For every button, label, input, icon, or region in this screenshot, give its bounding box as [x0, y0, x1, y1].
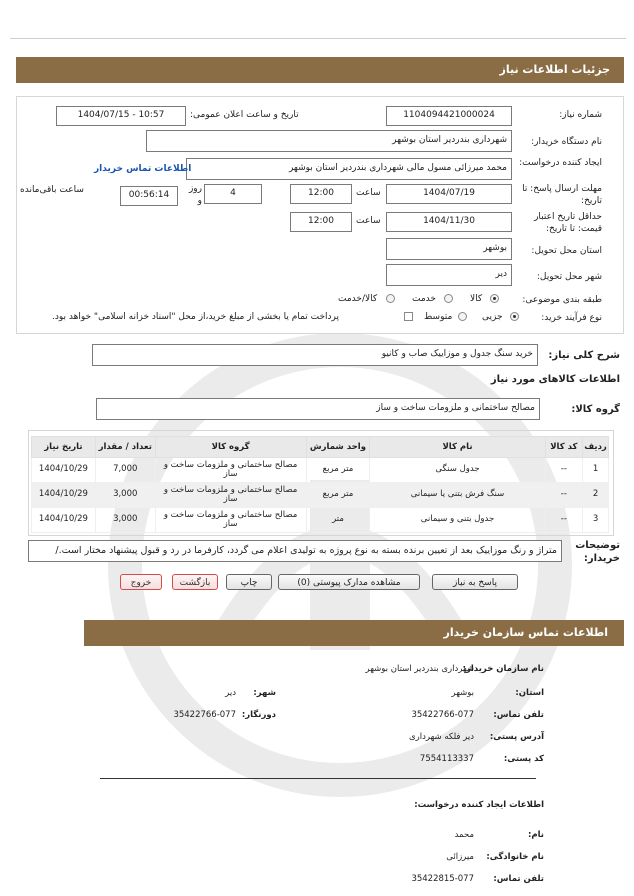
- validity-time-label: ساعت: [356, 216, 381, 226]
- exit-button[interactable]: خروج: [120, 574, 162, 590]
- summary-label: شرح کلی نیاز:: [548, 350, 620, 361]
- category-radio-both[interactable]: [386, 294, 395, 303]
- cell-date: 1404/10/29: [32, 508, 96, 533]
- col-row: ردیف: [583, 437, 609, 458]
- first-name-label: نام:: [527, 830, 544, 840]
- category-label: طبقه بندی موضوعی:: [522, 295, 602, 305]
- process-option-medium: متوسط: [424, 312, 453, 322]
- category-option-service: خدمت: [412, 294, 436, 304]
- fax-label: دورنگار:: [241, 710, 276, 720]
- city-field: دیر: [386, 264, 512, 286]
- buyer-notes-field: متراژ و رنگ موزاییک بعد از تعیین برنده بسته به نوع پروژه به تولیدی اعلام می گردد، کارفرما در رد و قبول پیشنهاد مختار است./: [28, 540, 562, 562]
- creator-phone-label: تلفن تماس:: [493, 874, 544, 884]
- col-date: تاریخ نیاز: [32, 437, 96, 458]
- days-field: 4: [204, 184, 262, 204]
- remaining-label: ساعت باقی‌مانده: [20, 185, 84, 195]
- summary-field: خرید سنگ جدول و موزاییک صاب و کانیو: [92, 344, 538, 366]
- address-value: دیر فلکه شهرداری: [408, 732, 474, 742]
- postal-value: 7554113337: [419, 754, 474, 764]
- cell-group: مصالح ساختمانی و ملزومات ساخت و ساز: [155, 508, 306, 533]
- page-header: [16, 57, 624, 83]
- contact-divider: [100, 778, 536, 779]
- deadline-label: مهلت ارسال پاسخ: تا تاریخ:: [522, 184, 602, 206]
- validity-time-field: 12:00: [290, 212, 352, 232]
- deadline-date-field: 1404/07/19: [386, 184, 512, 204]
- postal-label: کد پستی:: [503, 754, 544, 764]
- cell-group: مصالح ساختمانی و ملزومات ساخت و ساز: [155, 458, 306, 483]
- last-name-label: نام خانوادگی:: [486, 852, 544, 862]
- cell-code: --: [545, 508, 582, 533]
- col-group: گروه کالا: [155, 437, 306, 458]
- address-label: آدرس پستی:: [489, 732, 544, 742]
- top-divider: [10, 38, 626, 39]
- cell-qty: 3,000: [95, 508, 155, 533]
- category-option-both: کالا/خدمت: [338, 294, 378, 304]
- city-label: شهر محل تحویل:: [536, 272, 602, 282]
- buyer-org-field: شهرداری بندردیر استان بوشهر: [146, 130, 512, 152]
- back-button[interactable]: بازگشت: [172, 574, 218, 590]
- page-title: جزئیات اطلاعات نیاز: [499, 63, 610, 76]
- cell-code: --: [545, 483, 582, 508]
- cell-qty: 3,000: [95, 483, 155, 508]
- remaining-field: 00:56:14: [120, 186, 178, 206]
- first-name-value: محمد: [454, 830, 474, 840]
- table-row: [32, 508, 609, 533]
- announce-field: 1404/07/15 - 10:57: [56, 106, 186, 126]
- contact-city-label: شهر:: [253, 688, 276, 698]
- cell-unit: متر: [306, 508, 370, 533]
- cell-qty: 7,000: [95, 458, 155, 483]
- announce-label: تاریخ و ساعت اعلان عمومی:: [190, 110, 299, 120]
- contact-province-value: بوشهر: [451, 688, 474, 698]
- col-unit: واحد شمارش: [306, 437, 370, 458]
- cell-row: 3: [583, 508, 609, 533]
- creator-label: ایجاد کننده درخواست:: [519, 158, 602, 168]
- org-label: نام سازمان خریدار:: [462, 664, 544, 674]
- contact-city-value: دیر: [225, 688, 236, 698]
- process-radio-medium[interactable]: [458, 312, 467, 321]
- goods-group-label: گروه کالا:: [571, 404, 620, 415]
- treasury-note: پرداخت تمام یا بخشی از مبلغ خرید،از محل "اسناد خزانه اسلامی" خواهد بود.: [52, 312, 340, 322]
- days-label: روز و: [188, 184, 202, 206]
- print-button[interactable]: چاپ: [226, 574, 272, 590]
- deadline-time-label: ساعت: [356, 188, 381, 198]
- table-row: [32, 483, 609, 508]
- col-qty: تعداد / مقدار: [95, 437, 155, 458]
- cell-date: 1404/10/29: [32, 458, 96, 483]
- cell-unit: متر مربع: [306, 458, 370, 483]
- col-name: نام کالا: [370, 437, 545, 458]
- cell-row: 1: [583, 458, 609, 483]
- validity-date-field: 1404/11/30: [386, 212, 512, 232]
- creator-field: محمد میرزائی مسول مالی شهرداری بندردیر استان بوشهر: [186, 158, 512, 180]
- table-row: [32, 458, 609, 483]
- cell-row: 2: [583, 483, 609, 508]
- process-option-minor: جزیی: [482, 312, 503, 322]
- phone-value: 35422766-077: [411, 710, 474, 720]
- attachments-button[interactable]: مشاهده مدارک پیوستی (0): [278, 574, 420, 590]
- goods-section-title: اطلاعات کالاهای مورد نیاز: [490, 374, 620, 385]
- cell-name: سنگ فرش بتنی یا سیمانی: [370, 483, 545, 508]
- cell-name: جدول بتنی و سیمانی: [370, 508, 545, 533]
- contact-province-label: استان:: [515, 688, 544, 698]
- need-number-field: 1104094421000024: [386, 106, 512, 126]
- last-name-value: میرزائی: [446, 852, 474, 862]
- phone-label: تلفن تماس:: [493, 710, 544, 720]
- validity-label: حداقل تاریخ اعتبار قیمت: تا تاریخ:: [534, 212, 602, 234]
- fax-value: 35422766-077: [173, 710, 236, 720]
- deadline-time-field: 12:00: [290, 184, 352, 204]
- contact-section-title: اطلاعات تماس سازمان خریدار: [443, 626, 608, 639]
- category-option-goods: کالا: [470, 294, 483, 304]
- table-header-row: [32, 437, 609, 458]
- creator-phone-value: 35422815-077: [411, 874, 474, 884]
- need-number-label: شماره نیاز:: [559, 110, 602, 120]
- cell-name: جدول سنگی: [370, 458, 545, 483]
- category-radio-goods[interactable]: [490, 294, 499, 303]
- treasury-checkbox[interactable]: [404, 312, 413, 321]
- province-field: بوشهر: [386, 238, 512, 260]
- cell-code: --: [545, 458, 582, 483]
- org-value: شهرداری بندردیر استان بوشهر: [365, 664, 474, 674]
- buyer-contact-link[interactable]: اطلاعات تماس خریدار: [94, 164, 192, 174]
- category-radio-service[interactable]: [444, 294, 453, 303]
- province-label: استان محل تحویل:: [531, 246, 602, 256]
- process-label: نوع فرآیند خرید:: [541, 313, 602, 323]
- contact-section-header: [84, 620, 624, 646]
- cell-group: مصالح ساختمانی و ملزومات ساخت و ساز: [155, 483, 306, 508]
- goods-group-field: مصالح ساختمانی و ملزومات ساخت و ساز: [96, 398, 540, 420]
- cell-unit: متر مربع: [306, 483, 370, 508]
- buyer-notes-label: توضیحات خریدار:: [575, 540, 620, 564]
- process-radio-minor[interactable]: [510, 312, 519, 321]
- creator-info-title: اطلاعات ایجاد کننده درخواست:: [414, 800, 544, 810]
- items-table: [31, 436, 609, 533]
- buyer-org-label: نام دستگاه خریدار:: [531, 137, 602, 147]
- col-code: کد کالا: [545, 437, 582, 458]
- reply-button[interactable]: پاسخ به نیاز: [432, 574, 518, 590]
- cell-date: 1404/10/29: [32, 483, 96, 508]
